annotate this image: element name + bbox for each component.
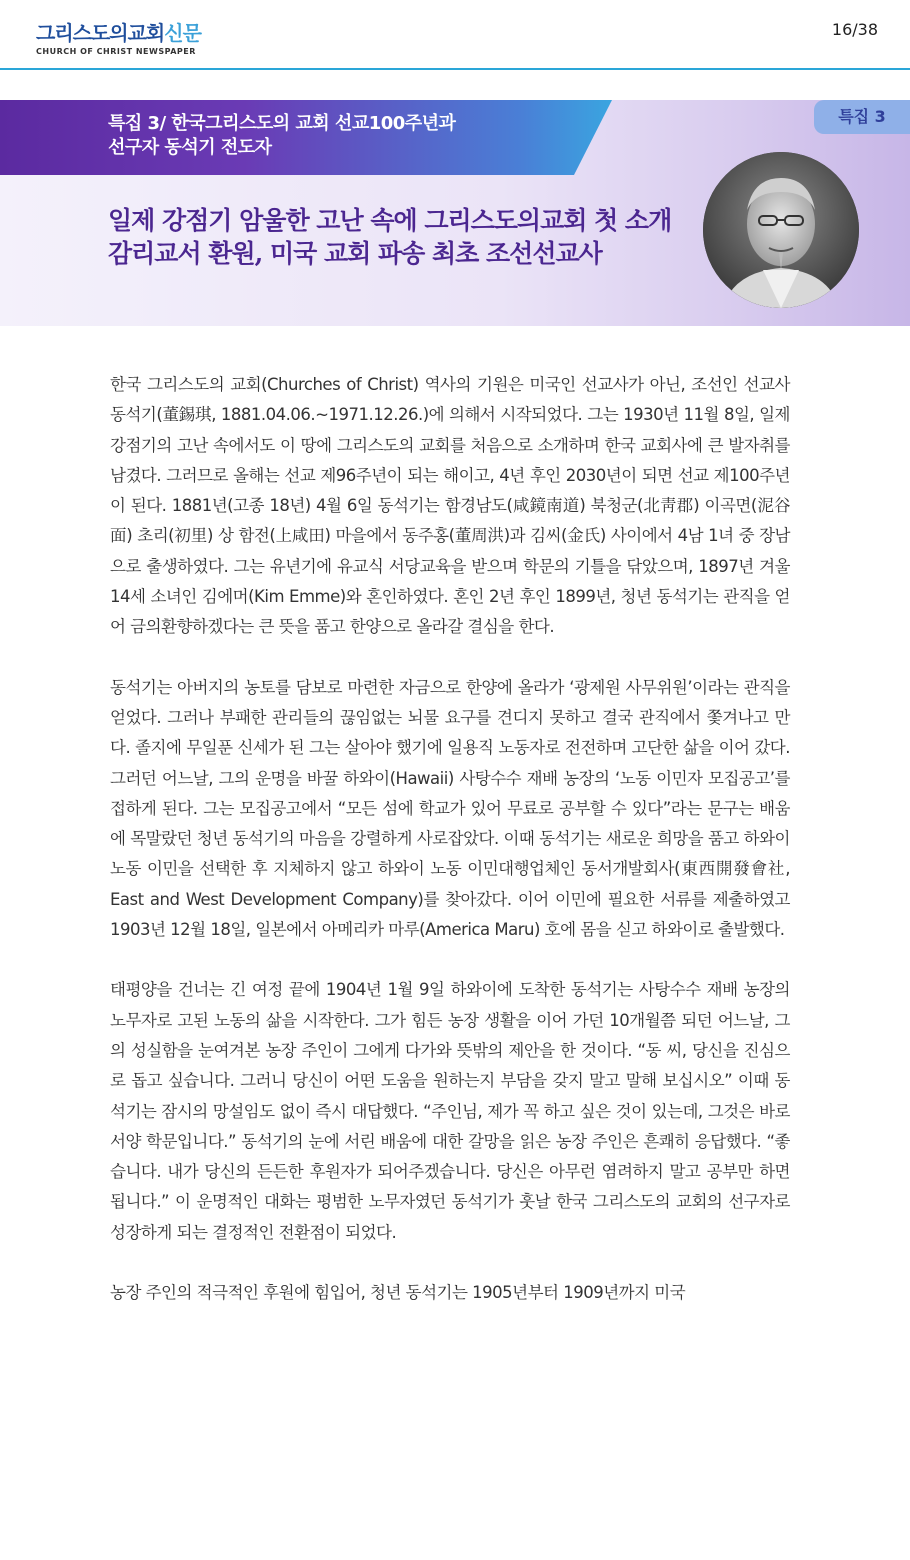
logo-subtitle: CHURCH OF CHRIST NEWSPAPER [36,47,196,56]
page-header [0,0,910,70]
feature-hero [0,100,910,326]
headline-line-1: 일제 강점기 암울한 고난 속에 그리스도의교회 첫 소개 [108,206,672,235]
article-paragraph-4: 농장 주인의 적극적인 후원에 힘입어, 청년 동석기는 1905년부터 1909년까지 미국 [110,1283,686,1303]
headline [108,204,698,270]
portrait-image [703,152,859,308]
article-paragraph-1: 한국 그리스도의 교회(Churches of Christ) 역사의 기원은 미국인 선교사가 아닌, 조선인 선교사 동석기(董錫琪, 1881.04.06.~1971.12.26.)에 의해서 시작되었다. 그는 1930년 11월 8일, 일제강점기의 고난 속에서도 이 땅에 그리스도의 교회를 처음으로 소개하며 한국 교회사에 큰 발자취를 남겼다. 그러므로 올해는 선교 제96주년이 되는 해이고, 4년 후인 2030년이 되면 선교 제100주년이 된다. 1881년(고종 18년) 4월 6일 동석기는 함경남도(咸鏡南道) 북청군(北靑郡) 이곡면(泥谷面) 초리(初里) 상 함전(上咸田) 마을에서 동주홍(董周洪)과 김씨(金氏) 사이에서 4남 1녀 중 장남으로 출생하였다. 그는 유년기에 유교식 서당교육을 받으며 학문의 기틀을 닦았으며, 1897년 겨울 14세 소녀인 김에머(Kim Emme)와 혼인하였다. 혼인 2년 후인 1899년, 청년 동석기는 관직을 얻어 금의환향하겠다는 큰 뜻을 품고 한양으로 올라갈 결심을 한다. [110,375,790,637]
banner-line-2: 선구자 동석기 전도자 [108,137,272,158]
headline-line-2: 감리교서 환원, 미국 교회 파송 최초 조선선교사 [108,239,602,268]
page-number: 16/38 [831,20,878,39]
special-issue-badge: 특집 3 [814,100,910,134]
article-paragraph-2: 동석기는 아버지의 농토를 담보로 마련한 자금으로 한양에 올라가 ‘광제원 사무위원’이라는 관직을 얻었다. 그러나 부패한 관리들의 끊임없는 뇌물 요구를 견디지 못하고 결국 관직에서 쫓겨나고 만다. 졸지에 무일푼 신세가 된 그는 살아야 했기에 일용직 노동자로 전전하며 고단한 삶을 이어 갔다. 그러던 어느날, 그의 운명을 바꿀 하와이(Hawaii) 사탕수수 재배 농장의 ‘노동 이민자 모집공고’를 접하게 된다. 그는 모집공고에서 “모든 섬에 학교가 있어 무료로 공부할 수 있다”라는 문구는 배움에 목말랐던 청년 동석기의 마음을 강렬하게 사로잡았다. 이때 동석기는 새로운 희망을 품고 하와이 노동 이민을 선택한 후 지체하지 않고 하와이 노동 이민대행업체인 동서개발회사(東西開發會社, East and West Development Company)를 찾아갔다. 이어 이민에 필요한 서류를 제출하였고 1903년 12월 18일, 일본에서 아메리카 마루(America Maru) 호에 몸을 싣고 하와이로 출발했다. [110,677,790,940]
banner-title [108,112,568,160]
banner-line-1: 특집 3/ 한국그리스도의 교회 선교100주년과 [108,113,456,134]
portrait-photo [703,152,859,308]
logo-title: 그리스도의교회신문 [36,21,201,45]
article-body [110,370,790,1338]
article-paragraph-3: 태평양을 건너는 긴 여정 끝에 1904년 1월 9일 하와이에 도착한 동석기는 사탕수수 재배 농장의 노무자로 고된 노동의 삶을 시작한다. 그가 힘든 농장 생활을 이어 가던 10개월쯤 되던 어느날, 그의 성실함을 눈여겨본 농장 주인이 그에게 다가와 뜻밖의 제안을 한 것이다. “동 씨, 당신을 진심으로 돕고 싶습니다. 그러니 당신이 어떤 도움을 원하는지 부담을 갖지 말고 말해 보십시오” 이때 동석기는 잠시의 망설임도 없이 즉시 대답했다. “주인님, 제가 꼭 하고 싶은 것이 있는데, 그것은 바로 서양 학문입니다.” 동석기의 눈에 서린 배움에 대한 갈망을 읽은 농장 주인은 흔쾌히 응답했다. “좋습니다. 내가 당신의 든든한 후원자가 되어주겠습니다. 당신은 아무런 염려하지 말고 공부만 하면 됩니다.” 이 운명적인 대화는 평범한 노무자였던 동석기가 훗날 한국 그리스도의 교회의 선구자로 성장하게 되는 결정적인 전환점이 되었다. [110,980,790,1242]
newspaper-logo[interactable] [36,22,201,56]
